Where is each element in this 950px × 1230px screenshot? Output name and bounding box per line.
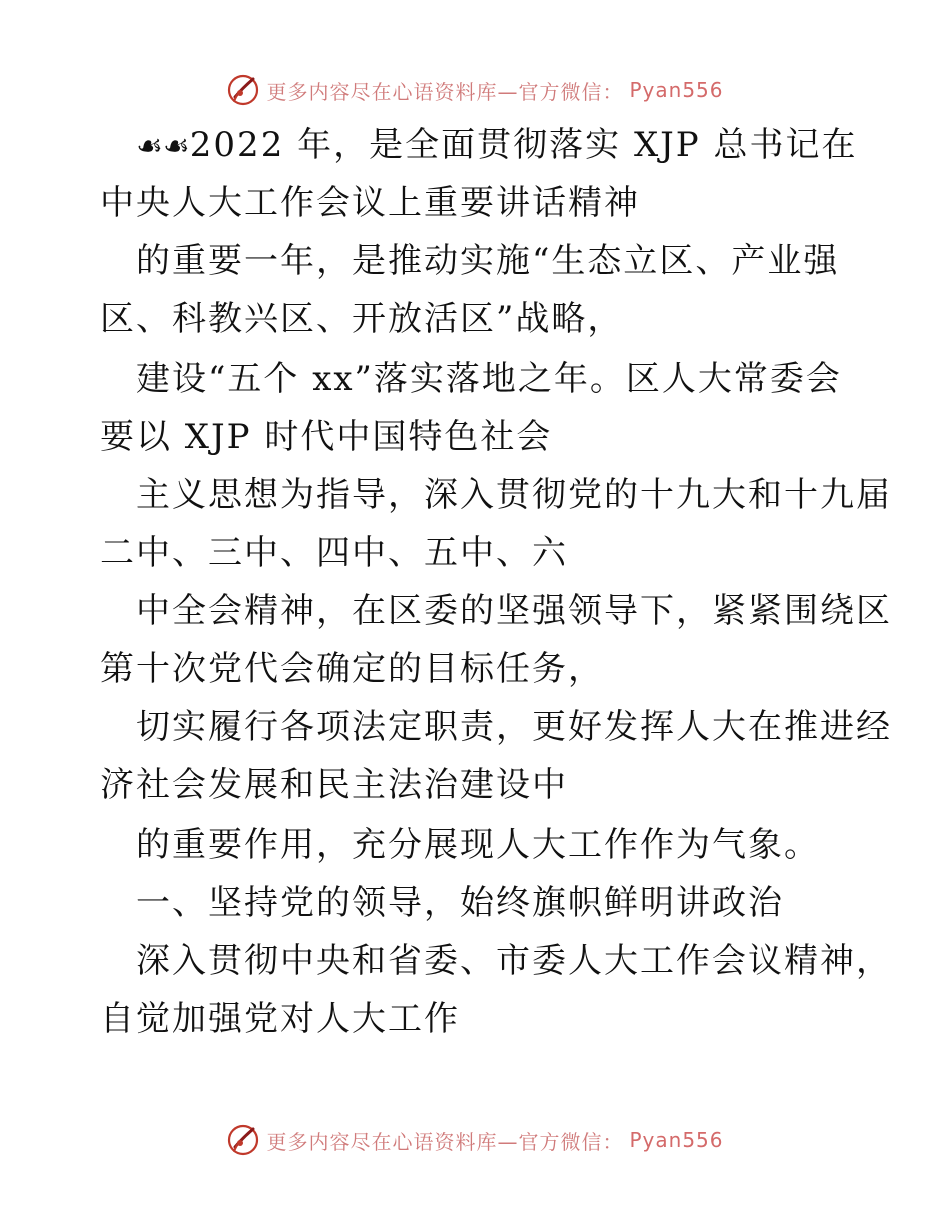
paragraph-line: 深入贯彻中央和省委、市委人大工作会议精神，	[136, 941, 892, 981]
paragraph-line: 区、科教兴区、开放活区”战略，	[100, 299, 624, 339]
paragraph-line: 的重要一年，是推动实施“生态立区、产业强	[136, 241, 840, 281]
section-heading: 一、坚持党的领导，始终旗帜鲜明讲政治	[136, 883, 784, 923]
paragraph-line: 切实履行各项法定职责，更好发挥人大在推进经	[136, 707, 892, 747]
paragraph-line: 自觉加强党对人大工作	[100, 999, 460, 1039]
paragraph-line: 济社会发展和民主法治建设中	[100, 765, 568, 805]
paragraph-line: 的重要作用，充分展现人大工作作为气象。	[136, 825, 820, 865]
ornament-glyphs: ☙☙	[136, 129, 190, 164]
paragraph-line: 二中、三中、四中、五中、六	[100, 533, 568, 573]
quill-seal-icon	[226, 1123, 260, 1157]
paragraph-line: 中央人大工作会议上重要讲话精神	[100, 183, 640, 223]
paragraph-line: 建设“五个 xx”落实落地之年。区人大常委会	[136, 359, 842, 399]
paragraph-line: ☙☙2022 年，是全面贯彻落实 XJP 总书记在	[136, 125, 858, 165]
watermark-text: 更多内容尽在心语资料库—官方微信：	[266, 1129, 624, 1154]
header-watermark	[0, 70, 950, 110]
paragraph-line: 主义思想为指导，深入贯彻党的十九大和十九届	[136, 475, 892, 515]
footer-watermark	[0, 1120, 950, 1160]
watermark-text: 更多内容尽在心语资料库—官方微信：	[266, 79, 624, 104]
paragraph-line: 中全会精神，在区委的坚强领导下，紧紧围绕区	[136, 591, 892, 631]
watermark-handle: Pyan556	[629, 1128, 724, 1152]
paragraph-line: 要以 XJP 时代中国特色社会	[100, 417, 553, 457]
quill-seal-icon	[226, 73, 260, 107]
paragraph-line: 第十次党代会确定的目标任务，	[100, 649, 604, 689]
watermark-handle: Pyan556	[629, 78, 724, 102]
